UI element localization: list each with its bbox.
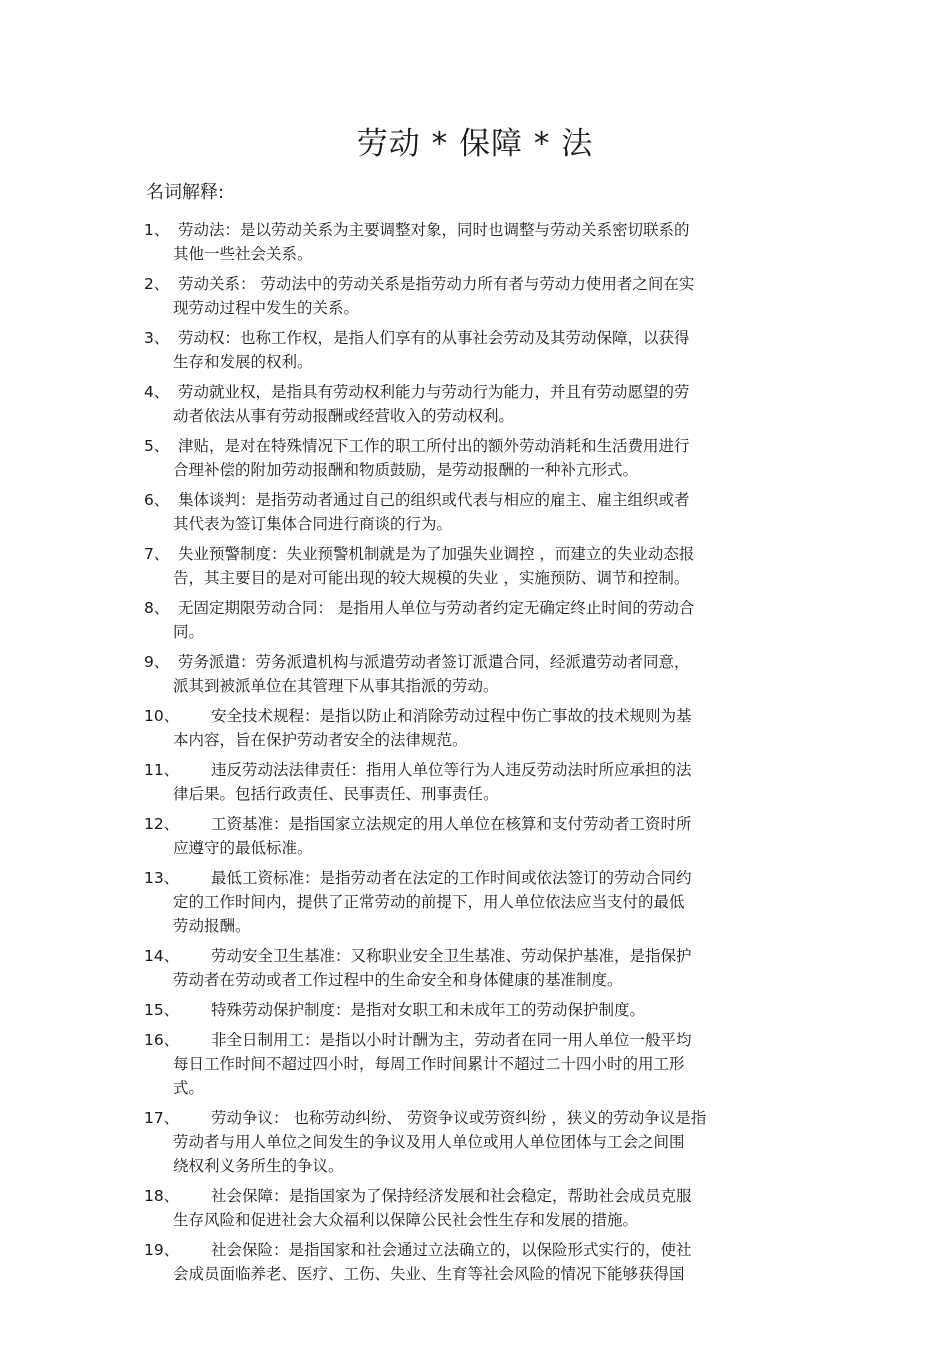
item-text-line: 劳务派遣：劳务派遣机构与派遣劳动者签订派遣合同，经派遣劳动者同意，	[178, 653, 690, 671]
item-text-line: 本内容，旨在保护劳动者安全的法律规范。	[173, 731, 468, 749]
list-item	[144, 380, 814, 428]
item-text-line: 劳动者在劳动或者工作过程中的生命安全和身体健康的基准制度。	[173, 971, 623, 989]
list-item	[144, 272, 814, 320]
list-item	[144, 1106, 814, 1178]
list-item	[144, 704, 814, 752]
item-text-line: 劳动法：是以劳动关系为主要调整对象，同时也调整与劳动关系密切联系的	[178, 221, 690, 239]
list-item	[144, 488, 814, 536]
item-text-line: 违反劳动法法律责任：指用人单位等行为人违反劳动法时所应承担的法	[211, 761, 692, 779]
item-number: 19、	[144, 1241, 180, 1259]
item-text-line: 劳动权：也称工作权，是指人们享有的从事社会劳动及其劳动保障，以获得	[178, 329, 690, 347]
item-number: 15、	[144, 1001, 180, 1019]
item-text-line: 集体谈判：是指劳动者通过自己的组织或代表与相应的雇主、雇主组织或者	[178, 491, 690, 509]
item-text-line: 每日工作时间不超过四小时，每周工作时间累计不超过二十四小时的用工形	[173, 1055, 685, 1073]
item-text-line: 会成员面临养老、医疗、工伤、失业、生育等社会风险的情况下能够获得国	[173, 1265, 685, 1283]
item-text-line: 同。	[173, 623, 205, 641]
item-text-line: 劳动争议： 也称劳动纠纷、 劳资争议或劳资纠纷 ，狭义的劳动争议是指	[211, 1109, 707, 1127]
item-number: 18、	[144, 1187, 180, 1205]
item-number: 3、	[144, 329, 170, 347]
item-text-line: 生存风险和促进社会大众福利以保障公民社会性生存和发展的措施。	[173, 1211, 639, 1229]
list-item	[144, 866, 814, 938]
item-text-line: 绕权利义务所生的争议。	[173, 1157, 344, 1175]
item-number: 13、	[144, 869, 180, 887]
page-title: 劳动 * 保障 * 法	[356, 126, 594, 162]
item-text-line: 式。	[173, 1079, 205, 1097]
list-item	[144, 1238, 814, 1286]
item-number: 6、	[144, 491, 170, 509]
list-item	[144, 542, 814, 590]
item-text-line: 最低工资标准：是指劳动者在法定的工作时间或依法签订的劳动合同约	[211, 869, 692, 887]
section-heading: 名词解释:	[146, 182, 225, 203]
list-item	[144, 944, 814, 992]
item-text-line: 告，其主要目的是对可能出现的较大规模的失业 ，实施预防、调节和控制。	[173, 569, 690, 587]
item-text-line: 社会保险：是指国家和社会通过立法确立的，以保险形式实行的，使社	[211, 1241, 692, 1259]
item-text-line: 现劳动过程中发生的关系。	[173, 299, 360, 317]
item-text-line: 非全日制用工：是指以小时计酬为主，劳动者在同一用人单位一般平均	[211, 1031, 692, 1049]
item-number: 9、	[144, 653, 170, 671]
list-item	[144, 998, 814, 1022]
list-item	[144, 1184, 814, 1232]
item-text-line: 劳动就业权，是指具有劳动权利能力与劳动行为能力，并且有劳动愿望的劳	[178, 383, 690, 401]
item-text-line: 劳动者与用人单位之间发生的争议及用人单位或用人单位团体与工会之间围	[173, 1133, 685, 1151]
item-text-line: 无固定期限劳动合同： 是指用人单位与劳动者约定无确定终止时间的劳动合	[178, 599, 695, 617]
item-text-line: 工资基准：是指国家立法规定的用人单位在核算和支付劳动者工资时所	[211, 815, 692, 833]
list-item	[144, 812, 814, 860]
item-text-line: 劳动关系： 劳动法中的劳动关系是指劳动力所有者与劳动力使用者之间在实	[178, 275, 695, 293]
item-text-line: 其代表为签订集体合同进行商谈的行为。	[173, 515, 453, 533]
item-number: 10、	[144, 707, 180, 725]
item-text-line: 派其到被派单位在其管理下从事其指派的劳动。	[173, 677, 499, 695]
item-text-line: 应遵守的最低标准。	[173, 839, 313, 857]
item-text-line: 动者依法从事有劳动报酬或经营收入的劳动权利。	[173, 407, 515, 425]
item-number: 7、	[144, 545, 170, 563]
definition-list	[144, 218, 814, 1292]
item-text-line: 其他一些社会关系。	[173, 245, 313, 263]
item-number: 5、	[144, 437, 170, 455]
list-item	[144, 650, 814, 698]
list-item	[144, 758, 814, 806]
item-number: 17、	[144, 1109, 180, 1127]
item-number: 2、	[144, 275, 170, 293]
item-text-line: 特殊劳动保护制度：是指对女职工和未成年工的劳动保护制度。	[211, 1001, 646, 1019]
list-item	[144, 326, 814, 374]
item-number: 11、	[144, 761, 180, 779]
item-text-line: 津贴，是对在特殊情况下工作的职工所付出的额外劳动消耗和生活费用进行	[178, 437, 690, 455]
item-text-line: 律后果。包括行政责任、民事责任、刑事责任。	[173, 785, 499, 803]
item-number: 1、	[144, 221, 170, 239]
item-number: 12、	[144, 815, 180, 833]
item-text-line: 合理补偿的附加劳动报酬和物质鼓励，是劳动报酬的一种补亢形式。	[173, 461, 639, 479]
item-text-line: 生存和发展的权利。	[173, 353, 313, 371]
item-text-line: 劳动安全卫生基准：又称职业安全卫生基准、劳动保护基准，是指保护	[211, 947, 692, 965]
item-text-line: 安全技术规程：是指以防止和消除劳动过程中伤亡事故的技术规则为基	[211, 707, 692, 725]
item-number: 4、	[144, 383, 170, 401]
list-item	[144, 434, 814, 482]
item-text-line: 定的工作时间内，提供了正常劳动的前提下，用人单位依法应当支付的最低	[173, 893, 685, 911]
item-text-line: 社会保障：是指国家为了保持经济发展和社会稳定，帮助社会成员克服	[211, 1187, 692, 1205]
item-text-line: 失业预警制度：失业预警机制就是为了加强失业调控 ，而建立的失业动态报	[178, 545, 695, 563]
item-number: 8、	[144, 599, 170, 617]
item-text-line: 劳动报酬。	[173, 917, 251, 935]
item-number: 14、	[144, 947, 180, 965]
list-item	[144, 218, 814, 266]
list-item	[144, 1028, 814, 1100]
list-item	[144, 596, 814, 644]
item-number: 16、	[144, 1031, 180, 1049]
